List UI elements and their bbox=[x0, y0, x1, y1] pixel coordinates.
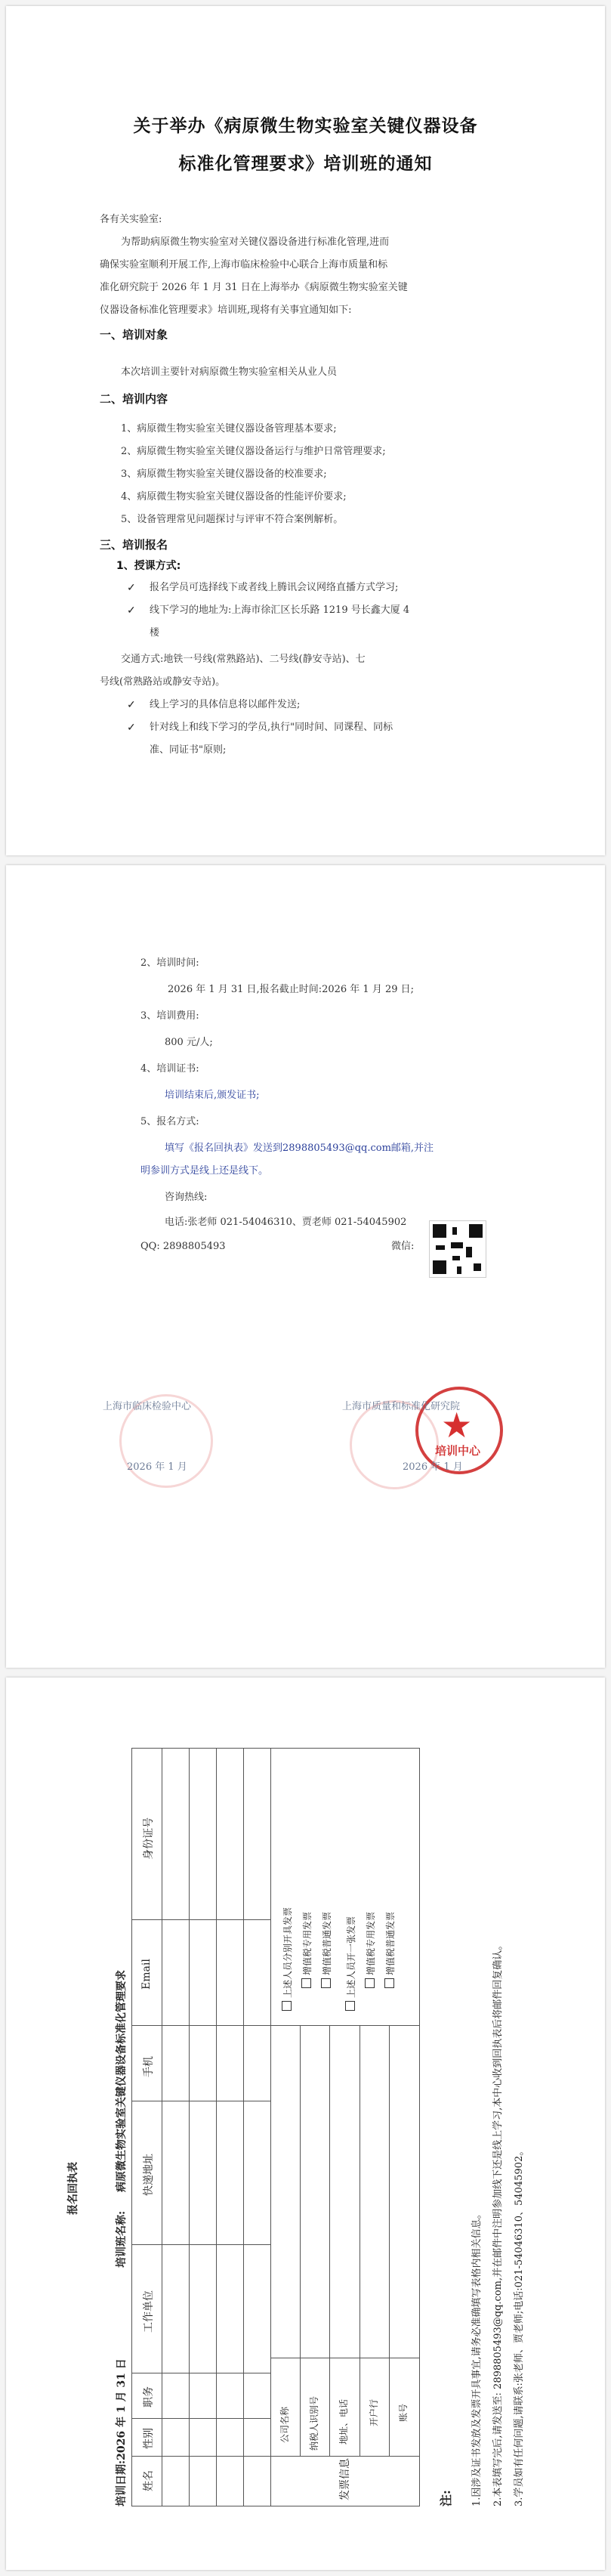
salutation: 各有关实验室: bbox=[100, 214, 162, 225]
header-gender: 性别 bbox=[143, 2428, 155, 2449]
note-line: 1.因涉及证书发放及发票开具事宜,请务必准确填写表格内相关信息。 bbox=[471, 2209, 483, 2506]
notice-page-2 bbox=[6, 865, 605, 1668]
hotline-label: 咨询热线: bbox=[165, 1192, 208, 1203]
bullet-text: 报名学员可选择线下或者线上腾讯会议网络直播方式学习; bbox=[150, 582, 399, 593]
invoice-option: 增值税专用发票 bbox=[301, 1912, 313, 1988]
section-text-target: 本次培训主要针对病原微生物实验室相关从业人员 bbox=[121, 366, 338, 378]
content-item: 4、病原微生物实验室关键仪器设备的性能评价要求; bbox=[121, 491, 347, 503]
content-item: 2、病原微生物实验室关键仪器设备运行与维护日常管理要求; bbox=[121, 446, 386, 457]
content-item: 5、设备管理常见问题探讨与评审不符合案例解析。 bbox=[121, 514, 344, 525]
stamp-label: 培训中心 bbox=[435, 1444, 481, 1458]
invoice-option: 上述人员开一张发票 bbox=[344, 1916, 357, 2011]
subheading-certificate: 4、培训证书: bbox=[140, 1063, 199, 1075]
checkmark-icon: ✓ bbox=[127, 582, 136, 594]
header-position: 职务 bbox=[143, 2386, 155, 2407]
bullet-text: 准、同证书"原则; bbox=[150, 744, 227, 756]
transport-line: 交通方式:地铁一号线(常熟路站)、二号线(静安寺站)、七 bbox=[121, 654, 366, 665]
bullet-text: 针对线上和线下学习的学员,执行"同时间、同课程、同标 bbox=[150, 722, 393, 733]
subheading-teaching-mode: 1、授课方式: bbox=[116, 560, 181, 572]
content-item: 1、病原微生物实验室关键仪器设备管理基本要求; bbox=[121, 423, 337, 434]
invoice-option: 上述人员分别开具发票 bbox=[281, 1907, 294, 2011]
registration-form bbox=[6, 1678, 605, 2570]
invoice-field: 地址、电话 bbox=[338, 2398, 349, 2445]
header-email: Email bbox=[140, 1959, 153, 1990]
intro-line: 准化研究院于 2026 年 1 月 31 日在上海举办《病原微生物实验室关键 bbox=[100, 282, 408, 293]
header-id-number: 身份证号 bbox=[143, 1817, 155, 1860]
checkmark-icon: ✓ bbox=[127, 605, 136, 617]
registration-text: 填写《报名回执表》发送到2898805493@qq.com邮箱,并注 bbox=[165, 1143, 434, 1154]
notice-title-line1: 关于举办《病原微生物实验室关键仪器设备 bbox=[133, 116, 478, 136]
invoice-option: 增值税普通发票 bbox=[320, 1912, 333, 1988]
course-name-label: 培训班名称: bbox=[116, 2210, 128, 2268]
bullet-text: 线上学习的具体信息将以邮件发送; bbox=[150, 699, 301, 710]
invoice-field: 纳税人识别号 bbox=[309, 2395, 319, 2451]
time-text: 2026 年 1 月 31 日,报名截止时间:2026 年 1 月 29 日; bbox=[168, 984, 415, 995]
checkbox-icon bbox=[384, 1978, 394, 1988]
invoice-field: 公司名称 bbox=[279, 2406, 290, 2443]
certificate-text: 培训结束后,颁发证书; bbox=[165, 1090, 260, 1101]
checkbox-icon bbox=[282, 2001, 292, 2011]
checkmark-icon: ✓ bbox=[127, 699, 136, 711]
phone-line: 电话:张老师 021-54046310、贾老师 021-54045902 bbox=[165, 1217, 407, 1228]
notice-title-line2: 标准化管理要求》培训班的通知 bbox=[178, 154, 433, 174]
subheading-registration: 5、报名方式: bbox=[140, 1116, 199, 1127]
invoice-option: 增值税普通发票 bbox=[384, 1912, 397, 1988]
training-date: 培训日期:2026 年 1 月 31 日 bbox=[116, 2358, 128, 2506]
checkbox-icon bbox=[321, 1978, 331, 1988]
section-heading-registration: 三、培训报名 bbox=[100, 538, 168, 552]
invoice-option: 增值税专用发票 bbox=[364, 1912, 377, 1988]
signature-date-2: 2026 年 1 月 bbox=[403, 1461, 463, 1473]
fee-text: 800 元/人; bbox=[165, 1037, 213, 1048]
intro-line: 仪器设备标准化管理要求》培训班,现将有关事宜通知如下: bbox=[100, 305, 352, 316]
wechat-qr-code bbox=[429, 1220, 486, 1278]
header-mobile: 手机 bbox=[143, 2056, 155, 2077]
signature-org-2: 上海市质量和标准化研究院 bbox=[342, 1401, 461, 1412]
section-heading-content: 二、培训内容 bbox=[100, 392, 168, 406]
subheading-time: 2、培训时间: bbox=[140, 957, 199, 969]
wechat-label: 微信: bbox=[391, 1241, 415, 1252]
transport-line: 号线(常熟路站或静安寺站)。 bbox=[100, 676, 226, 688]
header-address: 快递地址 bbox=[143, 2154, 155, 2196]
intro-line: 为帮助病原微生物实验室对关键仪器设备进行标准化管理,进而 bbox=[121, 237, 390, 248]
invoice-field: 账号 bbox=[398, 2403, 409, 2422]
checkbox-icon bbox=[365, 1978, 375, 1988]
signature-org-1: 上海市临床检验中心 bbox=[103, 1401, 192, 1412]
header-name: 姓名 bbox=[143, 2470, 155, 2491]
intro-line: 确保实验室顺利开展工作,上海市临床检验中心联合上海市质量和标 bbox=[100, 259, 388, 271]
invoice-field: 开户行 bbox=[369, 2398, 379, 2426]
header-work-unit: 工作单位 bbox=[143, 2290, 155, 2333]
checkbox-icon bbox=[301, 1978, 311, 1988]
star-icon: ★ bbox=[441, 1405, 473, 1446]
section-heading-target: 一、培训对象 bbox=[100, 328, 168, 342]
signature-date-1: 2026 年 1 月 bbox=[127, 1461, 187, 1473]
bullet-text: 线下学习的地址为:上海市徐汇区长乐路 1219 号长鑫大厦 4 bbox=[150, 605, 410, 616]
bullet-text: 楼 bbox=[150, 627, 160, 639]
note-line: 2.本表填写完后,请发送至: 2898805493@qq.com,并在邮件中注明参加线下还是线上学习,本中心收到回执表后将邮件回复确认。 bbox=[492, 1940, 504, 2506]
registration-text: 明参训方式是线上还是线下。 bbox=[140, 1165, 269, 1177]
subheading-fee: 3、培训费用: bbox=[140, 1010, 199, 1022]
content-item: 3、病原微生物实验室关键仪器设备的校准要求; bbox=[121, 469, 327, 480]
checkmark-icon: ✓ bbox=[127, 722, 136, 734]
invoice-label: 发票信息 bbox=[339, 2458, 351, 2500]
note-line: 3.学员如有任何问题,请联系:张老师、贾老师;电话:021-54046310、54045902。 bbox=[514, 2145, 525, 2506]
checkbox-icon bbox=[345, 2001, 355, 2011]
course-name: 病原微生物实验室关键仪器设备标准化管理要求 bbox=[116, 1970, 128, 2192]
registration-form-page bbox=[6, 1678, 605, 2570]
notes-label: 注: bbox=[439, 2490, 453, 2506]
qq-line: QQ: 2898805493 bbox=[140, 1241, 226, 1252]
notice-page-1 bbox=[6, 6, 605, 855]
form-title: 报名回执表 bbox=[67, 2162, 79, 2215]
